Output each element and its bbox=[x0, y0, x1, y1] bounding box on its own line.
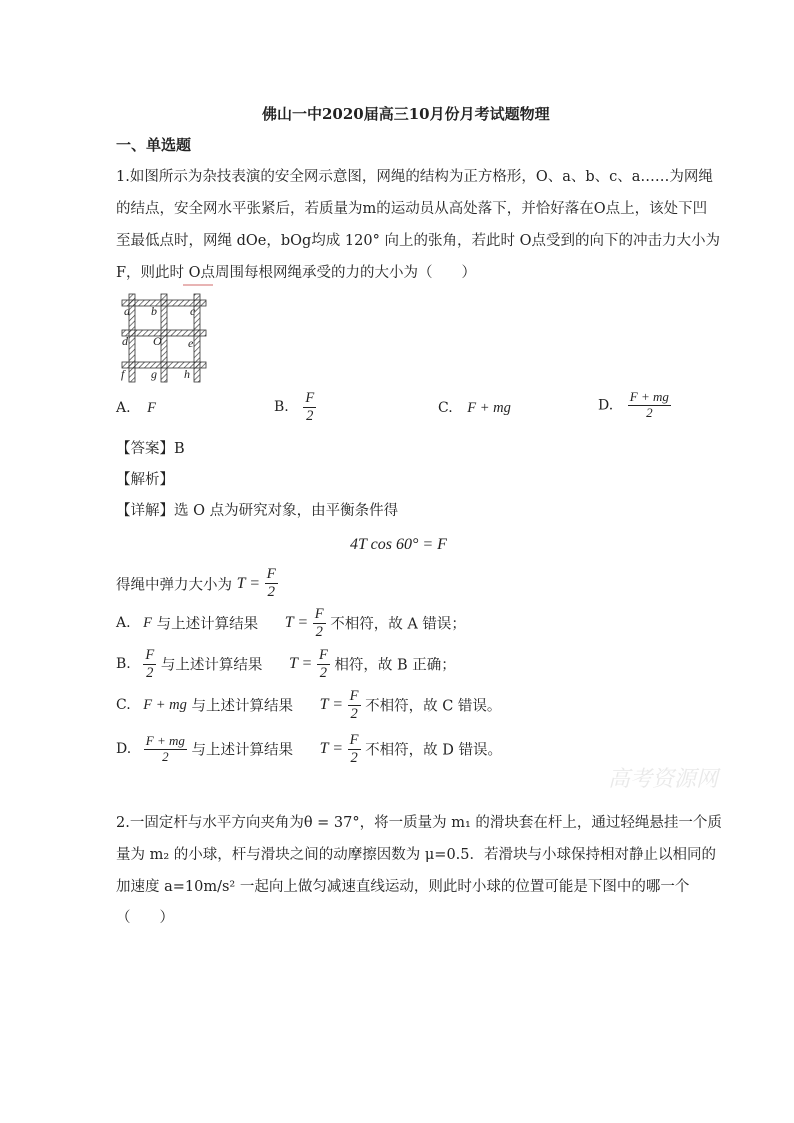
q2-line-4: （ ） bbox=[116, 910, 174, 926]
check-b-line: B. $\frac{F}{2}$ 与上述计算结果 T = $\frac{F}{2}$ 相符，故 B 正确； bbox=[116, 647, 456, 681]
watermark: 高考资源网 bbox=[608, 767, 719, 792]
node-label-o: O bbox=[153, 334, 162, 348]
spellcheck-underline bbox=[183, 284, 213, 286]
node-label-c: c bbox=[190, 304, 196, 318]
q1-line-3: 至最低点时，网绳 dOe，bOg均成 120° 向上的张角，若此时 O点受到的向下的冲击力大小为 bbox=[116, 233, 720, 249]
node-label-a: a bbox=[124, 304, 130, 318]
check-d-line: D. $\frac{F + mg}{2}$ 与上述计算结果 T = $\frac{F}{2}$ 不相符，故 D 错误。 bbox=[116, 732, 502, 766]
q1-line-4: F，则此时 O点周围每根网绳承受的力的大小为（ ） bbox=[116, 265, 477, 281]
node-label-g: g bbox=[151, 367, 157, 381]
safety-net-diagram bbox=[118, 292, 210, 384]
node-label-e: e bbox=[188, 336, 194, 350]
analysis-heading: 【解析】 bbox=[116, 472, 174, 488]
q1-line-2: 的结点，安全网水平张紧后，若质量为m的运动员从高处落下，并恰好落在O点上，该处下凹 bbox=[116, 201, 708, 217]
check-a-line: A. F 与上述计算结果 T = $\frac{F}{2}$ 不相符，故 A 错误； bbox=[116, 606, 466, 640]
q1-line-1: 1.如图所示为杂技表演的安全网示意图，网绳的结构为正方格形，O、a、b、c、a……为网绳 bbox=[116, 169, 713, 185]
answer-line: 【答案】B bbox=[116, 441, 185, 457]
section-heading: 一、单选题 bbox=[116, 136, 192, 154]
option-a: A. F bbox=[116, 400, 157, 416]
result-line: 得绳中弹力大小为 T = $\frac{F}{2}$ bbox=[116, 566, 276, 601]
q2-line-3: 加速度 a=10m/s² 一起向上做匀减速直线运动，则此时小球的位置可能是下图中的哪一个 bbox=[116, 879, 690, 895]
q2-line-2: 量为 m₂ 的小球，杆与滑块之间的动摩擦因数为 μ=0.5．若滑块与小球保持相对静止以相同的 bbox=[116, 847, 717, 863]
option-b: B. $\frac{F}{2}$ bbox=[274, 390, 315, 424]
option-c: C. F + mg bbox=[438, 400, 511, 416]
equilibrium-equation: 4T cos 60° = F bbox=[350, 536, 447, 553]
option-d: D. $\frac{F + mg}{2}$ bbox=[598, 389, 669, 420]
page-title: 佛山一中2020届高三10月份月考试题物理 bbox=[262, 105, 550, 123]
q2-line-1: 2.一固定杆与水平方向夹角为θ = 37°，将一质量为 m₁ 的滑块套在杆上，通过轻绳悬挂一个质 bbox=[116, 815, 722, 831]
node-label-d: d bbox=[122, 334, 128, 348]
detail-line: 【详解】选 O 点为研究对象，由平衡条件得 bbox=[116, 503, 399, 519]
node-label-f: f bbox=[121, 367, 125, 381]
net-grid-figure bbox=[118, 292, 210, 384]
check-c-line: C. F + mg 与上述计算结果 T = $\frac{F}{2}$ 不相符，故 C 错误。 bbox=[116, 688, 502, 722]
node-label-h: h bbox=[184, 367, 190, 381]
node-label-b: b bbox=[151, 304, 157, 318]
